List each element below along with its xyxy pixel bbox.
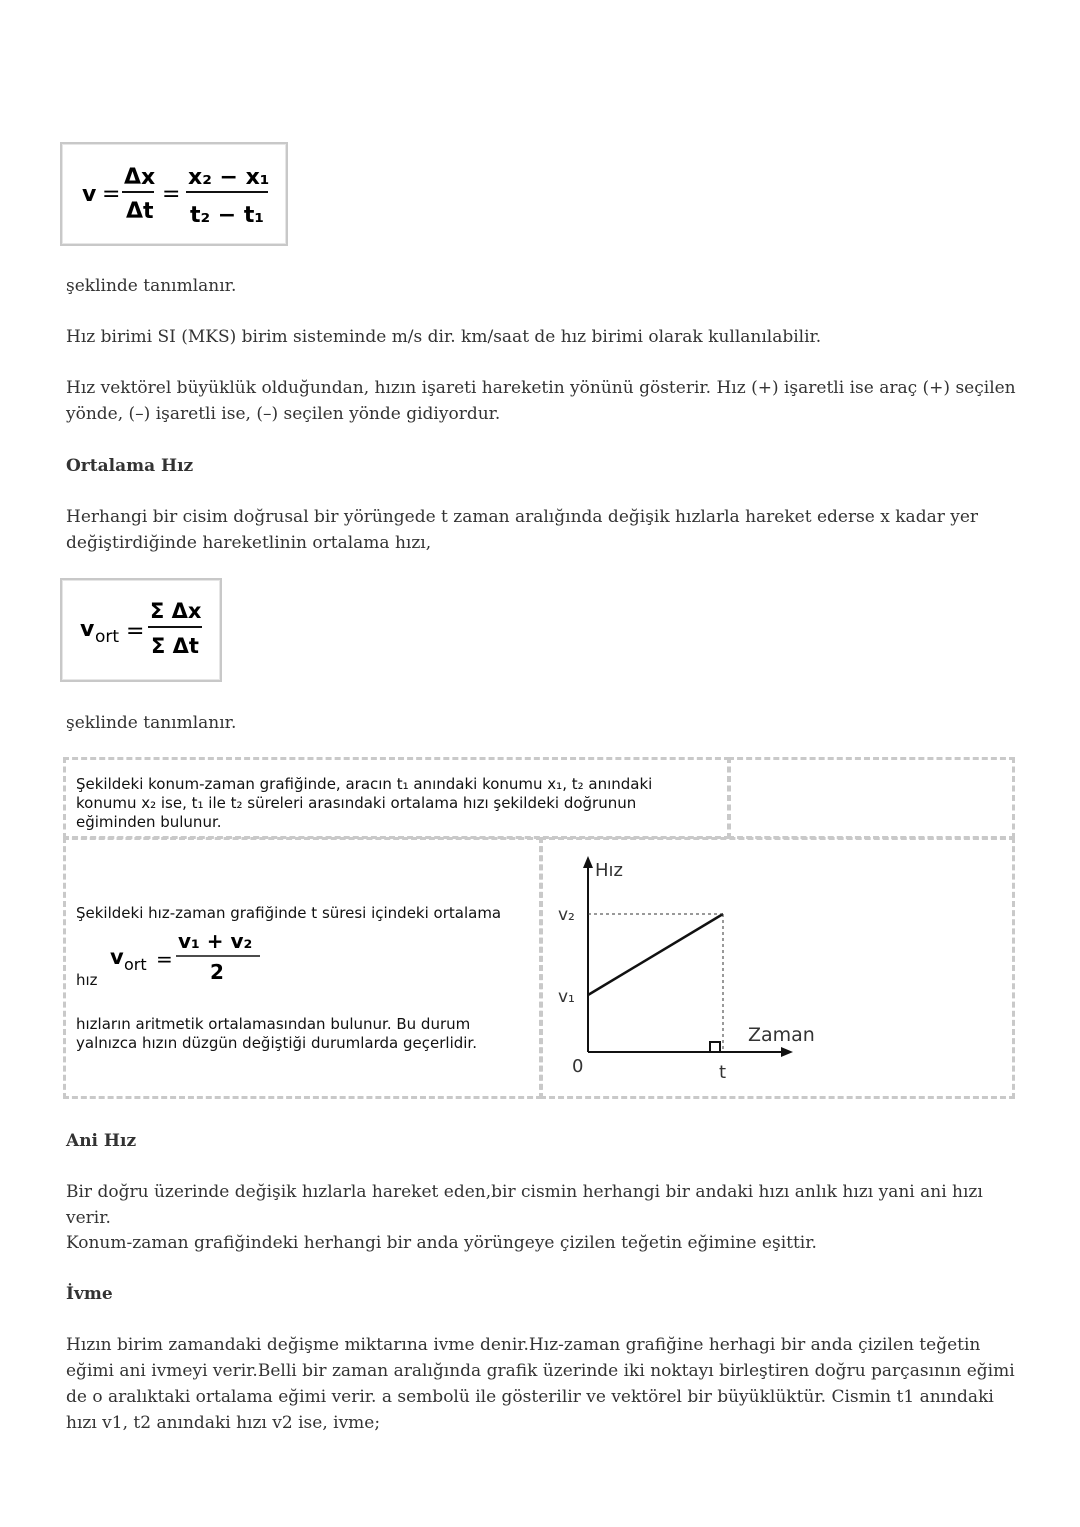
average-velocity-formula <box>60 578 222 682</box>
x-axis-label: Zaman <box>748 1024 815 1046</box>
table-cell-graph <box>540 837 1015 1099</box>
paragraph: Konum-zaman grafiğindeki herhangi bir anda yörüngeye çizilen teğetin eğimine eşittir. <box>66 1233 817 1253</box>
ortalama-formula <box>104 926 274 986</box>
t-label: t <box>719 1062 727 1083</box>
formula-eq: = <box>102 182 121 207</box>
paragraph: şeklinde tanımlanır. <box>66 713 237 733</box>
paragraph: Hız vektörel büyüklük olduğundan, hızın işareti hareketin yönünü gösterir. Hız (+) işaretli ise araç (+) seçilen yönde, (–) işaretli ise, (–) seçilen yönde gidiyordur. <box>66 378 1016 424</box>
formula-v: v <box>80 617 95 642</box>
velocity-line <box>588 914 723 995</box>
cell-text: hızların aritmetik ortalamasından bulunur. Bu durum yalnızca hızın düzgün değiştiği durumlarda geçerlidir. <box>76 1015 477 1052</box>
formula-eq2: = <box>162 182 181 207</box>
formula-num-x: x₂ − x₁ <box>188 165 270 190</box>
x-axis-arrow <box>781 1047 793 1057</box>
paragraph: Hız birimi SI (MKS) birim sisteminde m/s dir. km/saat de hız birimi olarak kullanılabilir. <box>66 327 822 347</box>
formula-v: v <box>82 182 97 207</box>
velocity-time-graph <box>553 852 833 1092</box>
formula-eq: = <box>156 947 173 971</box>
formula-den: 2 <box>210 960 224 984</box>
cell-text: Şekildeki hız-zaman grafiğinde t süresi içindeki ortalama <box>76 904 502 922</box>
formula-den-dt: Δt <box>126 199 154 224</box>
formula-sub-ort: ort <box>95 627 120 647</box>
formula-num: Σ Δx <box>150 599 202 623</box>
velocity-formula-svg <box>62 144 286 244</box>
section-heading: İvme <box>66 1284 113 1304</box>
section-heading: Ortalama Hız <box>66 456 194 476</box>
info-table <box>63 757 1015 1099</box>
v1-label: v₁ <box>558 987 575 1007</box>
y-axis-arrow <box>583 856 593 868</box>
cell-text: Şekildeki konum-zaman grafiğinde, aracın t₁ anındaki konumu x₁, t₂ anındaki konumu x₂ ise, t₁ ile t₂ süreleri arasındaki ortalama hızı şekildeki doğrunun eğiminden bulunur. <box>76 775 653 831</box>
formula-den-t: t₂ − t₁ <box>190 203 265 228</box>
paragraph: Bir doğru üzerinde değişik hızlarla hareket eden,bir cismin herhangi bir andaki hızı anlık hızı yani ani hızı verir. <box>66 1182 983 1228</box>
cell-text-hiz: hız <box>76 971 98 989</box>
velocity-formula <box>60 142 288 246</box>
formula-num-dx: Δx <box>124 165 156 190</box>
formula-eq: = <box>126 619 145 644</box>
paragraph: Herhangi bir cisim doğrusal bir yörüngede t zaman aralığında değişik hızlarla hareket ederse x kadar yer değiştirdiğinde hareketlinin ortalama hızı, <box>66 507 979 553</box>
table-cell-position-time <box>63 757 730 839</box>
y-axis-label: Hız <box>595 860 623 881</box>
paragraph: şeklinde tanımlanır. <box>66 276 237 296</box>
v2-label: v₂ <box>558 905 575 925</box>
origin-label: 0 <box>572 1056 584 1077</box>
table-cell-velocity-time <box>63 837 542 1099</box>
average-velocity-formula-svg <box>62 580 220 680</box>
formula-v: v <box>110 945 124 969</box>
formula-sub-ort: ort <box>124 955 147 974</box>
formula-den: Σ Δt <box>151 634 199 658</box>
paragraph: Hızın birim zamandaki değişme miktarına ivme denir.Hız-zaman grafiğine herhagi bir anda çizilen teğetin eğimi ani ivmeyi verir.Belli bir zaman aralığında grafik üzerinde iki noktayı birleştiren doğru parçasının eğimi de o aralıktaki ortalama eğimi verir. a sembolü ile gösterilir ve vektörel bir büyüklüktür. Cismin t1 anındaki hızı v1, t2 anındaki hızı v2 ise, ivme; <box>66 1335 1015 1433</box>
formula-num: v₁ + v₂ <box>178 929 253 953</box>
section-heading: Ani Hız <box>66 1131 137 1151</box>
table-cell-empty <box>728 757 1015 839</box>
right-angle-marker <box>710 1042 720 1052</box>
